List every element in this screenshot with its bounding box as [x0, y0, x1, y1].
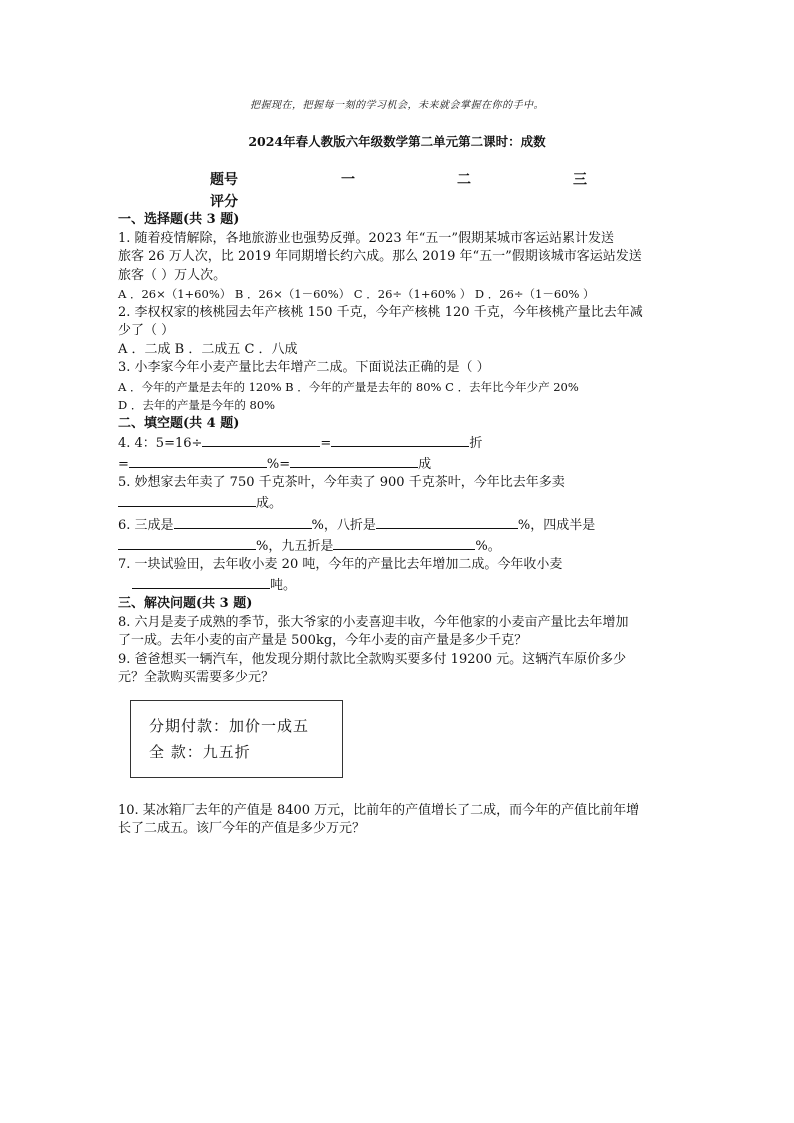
section1-heading: 一、选择题(共 3 题) [118, 212, 240, 227]
q7-suffix: 吨。 [270, 577, 297, 593]
q6-e: %。 [475, 538, 501, 554]
q4-pct-eq: %= [266, 456, 291, 472]
q3-options2: D ．去年的产量是今年的 80% [118, 398, 276, 412]
score-col-3: 三 [573, 172, 587, 188]
q5-suffix: 成。 [256, 495, 283, 511]
payment-notice-box [130, 700, 343, 778]
questions-body [118, 211, 678, 839]
q1-line2: 旅客 26 万人次，比 2019 年同期增长约六成。那么 2019 年“五一”假期该城市客运站发送 [118, 249, 642, 264]
q4-blank-3[interactable] [129, 454, 267, 468]
q6-blank-3[interactable] [118, 536, 256, 550]
score-row-numbers [210, 168, 640, 190]
q7-blank[interactable] [132, 575, 270, 589]
q10-line2: 长了二成五。该厂今年的产值是多少万元？ [118, 821, 366, 836]
q4-suffix: 折 [469, 436, 483, 451]
q6-c: %，四成半是 [517, 518, 596, 533]
q1-line1: 1. 随着疫情解除，各地旅游业也强势反弹。2023 年“五一”假期某城市客运站累计发送 [118, 230, 615, 246]
q4-eq: = [320, 436, 332, 451]
q4-blank-4[interactable] [290, 454, 418, 468]
score-row-grades [210, 190, 640, 212]
score-row-label-grade: 评分 [210, 194, 238, 210]
q3-options1: A ．今年的产量是去年的 120% B ．今年的产量是去年的 80% C ．去年比今年少产 20% [118, 379, 579, 394]
q4-cheng: 成 [418, 456, 432, 472]
q7-line1: 7. 一块试验田，去年收小麦 20 吨，今年的产量比去年增加二成。今年收小麦 [118, 557, 563, 572]
section3-heading: 三、解决问题(共 3 题) [118, 596, 253, 611]
score-col-2: 二 [457, 172, 471, 188]
q2-line2: 少了（ ） [118, 323, 175, 338]
score-table [210, 168, 640, 212]
q6-a: 6. 三成是 [118, 518, 174, 533]
q6-blank-2[interactable] [376, 515, 518, 529]
q9-line1: 9. 爸爸想买一辆汽车，他发现分期付款比全款购买要多付 19200 元。这辆汽车原价多少 [118, 651, 627, 667]
q6-d: %，九五折是 [256, 538, 334, 554]
q6-b: %，八折是 [311, 518, 376, 533]
q2-line1: 2. 李权权家的核桃园去年产核桃 150 千克，今年产核桃 120 千克，今年核桃产量比去年减 [118, 304, 643, 320]
motto-header: 把握现在，把握每一刻的学习机会，未来就会掌握在你的手中。 [250, 100, 544, 111]
q4-blank-2[interactable] [331, 433, 469, 447]
q9-line2: 元？全款购买需要多少元？ [118, 670, 275, 685]
q4-line2 [118, 454, 678, 475]
score-row-label-number: 题号 [210, 172, 238, 188]
q10-block [118, 802, 678, 839]
q8-line1: 8. 六月是麦子成熟的季节，张大爷家的小麦喜迎丰收，今年他家的小麦亩产量比去年增加 [118, 614, 629, 630]
q5-blank[interactable] [118, 493, 256, 507]
q4-blank-1[interactable] [202, 433, 320, 447]
q6-blank-1[interactable] [174, 515, 312, 529]
section2-heading: 二、填空题(共 4 题) [118, 415, 240, 431]
q3-line1: 3. 小李家今年小麦产量比去年增产二成。下面说法正确的是（ ） [118, 360, 490, 375]
q6-blank-4[interactable] [333, 536, 475, 550]
q6-line1 [118, 515, 678, 536]
page-title: 2024年春人教版六年级数学第二单元第二课时：成数 [248, 134, 546, 149]
score-col-1: 一 [341, 172, 355, 188]
q4-prefix: 4. 4：5=16÷ [118, 436, 203, 451]
q4-line2-start: = [118, 456, 129, 472]
payment-installment-text: 分期付款：加价一成五 [149, 716, 310, 735]
q1-line3: 旅客（ ）万人次。 [118, 267, 227, 283]
q10-line1: 10. 某冰箱厂去年的产值是 8400 万元，比前年的产值增长了二成，而今年的产值比前年增 [118, 802, 640, 818]
payment-full-text: 全 款：九五折 [149, 742, 251, 761]
q2-options: A ．二成 B ．二成五 C ．八成 [118, 341, 298, 357]
q5-line1: 5. 妙想家去年卖了 750 千克茶叶，今年卖了 900 千克茶叶，今年比去年多卖 [118, 475, 565, 490]
q1-options: A ．26×（1+60%） B ．26×（1－60%） C ．26÷（1+60% ） D ．26÷（1－60% ） [118, 287, 595, 301]
q7-line2 [118, 575, 678, 596]
q4-line1 [118, 433, 678, 454]
q8-line2: 了一成。去年小麦的亩产量是 500kg，今年小麦的亩产量是多少千克？ [118, 633, 528, 648]
q6-line2 [118, 536, 678, 557]
q5-line2 [118, 493, 678, 514]
